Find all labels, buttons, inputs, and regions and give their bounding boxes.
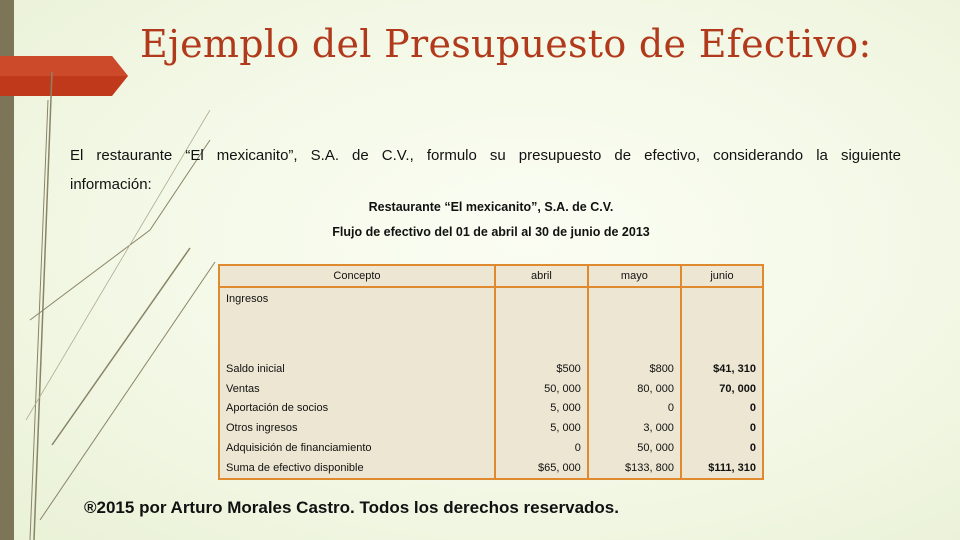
table-row bbox=[219, 438, 763, 458]
table-row-total bbox=[219, 458, 763, 479]
cell-mayo: $133, 800 bbox=[588, 458, 681, 479]
cell-junio: 70, 000 bbox=[681, 379, 763, 399]
cell-mayo: $800 bbox=[588, 359, 681, 379]
intro-line-2: información: bbox=[70, 176, 152, 193]
cell-junio: $111, 310 bbox=[681, 458, 763, 479]
section-row bbox=[219, 287, 763, 359]
header-junio: junio bbox=[681, 265, 763, 287]
intro-paragraph bbox=[70, 141, 901, 199]
accent-arrow-tab bbox=[0, 56, 128, 96]
cell-abril: 0 bbox=[495, 438, 588, 458]
row-label: Otros ingresos bbox=[219, 418, 495, 438]
cash-budget-table bbox=[218, 264, 764, 480]
cell-mayo: 3, 000 bbox=[588, 418, 681, 438]
empty-cell bbox=[681, 287, 763, 359]
table-row bbox=[219, 418, 763, 438]
header-mayo: mayo bbox=[588, 265, 681, 287]
cell-junio: 0 bbox=[681, 418, 763, 438]
table-header-row bbox=[219, 265, 763, 287]
header-concepto: Concepto bbox=[219, 265, 495, 287]
cell-abril: $65, 000 bbox=[495, 458, 588, 479]
header-abril: abril bbox=[495, 265, 588, 287]
table-row bbox=[219, 379, 763, 399]
cell-junio: 0 bbox=[681, 398, 763, 418]
row-label: Saldo inicial bbox=[219, 359, 495, 379]
cell-abril: 50, 000 bbox=[495, 379, 588, 399]
table-row bbox=[219, 398, 763, 418]
row-label: Ventas bbox=[219, 379, 495, 399]
report-period: Flujo de efectivo del 01 de abril al 30 de junio de 2013 bbox=[332, 225, 650, 239]
copyright-notice: ®2015 por Arturo Morales Castro. Todos los derechos reservados. bbox=[84, 498, 619, 517]
section-label-ingresos: Ingresos bbox=[219, 287, 495, 359]
cell-junio: 0 bbox=[681, 438, 763, 458]
report-title: Restaurante “El mexicanito”, S.A. de C.V. bbox=[368, 200, 614, 214]
cell-abril: 5, 000 bbox=[495, 418, 588, 438]
row-label: Aportación de socios bbox=[219, 398, 495, 418]
cell-abril: 5, 000 bbox=[495, 398, 588, 418]
cell-mayo: 80, 000 bbox=[588, 379, 681, 399]
slide-title: Ejemplo del Presupuesto de Efectivo: bbox=[140, 22, 872, 66]
cell-junio: $41, 310 bbox=[681, 359, 763, 379]
row-label: Adquisición de financiamiento bbox=[219, 438, 495, 458]
cell-mayo: 50, 000 bbox=[588, 438, 681, 458]
table-row bbox=[219, 359, 763, 379]
cell-mayo: 0 bbox=[588, 398, 681, 418]
intro-line-1: El restaurante “El mexicanito”, S.A. de C.V., formulo su presupuesto de efectivo, considerando la siguiente bbox=[70, 147, 901, 164]
empty-cell bbox=[588, 287, 681, 359]
row-label: Suma de efectivo disponible bbox=[219, 458, 495, 479]
cell-abril: $500 bbox=[495, 359, 588, 379]
empty-cell bbox=[495, 287, 588, 359]
